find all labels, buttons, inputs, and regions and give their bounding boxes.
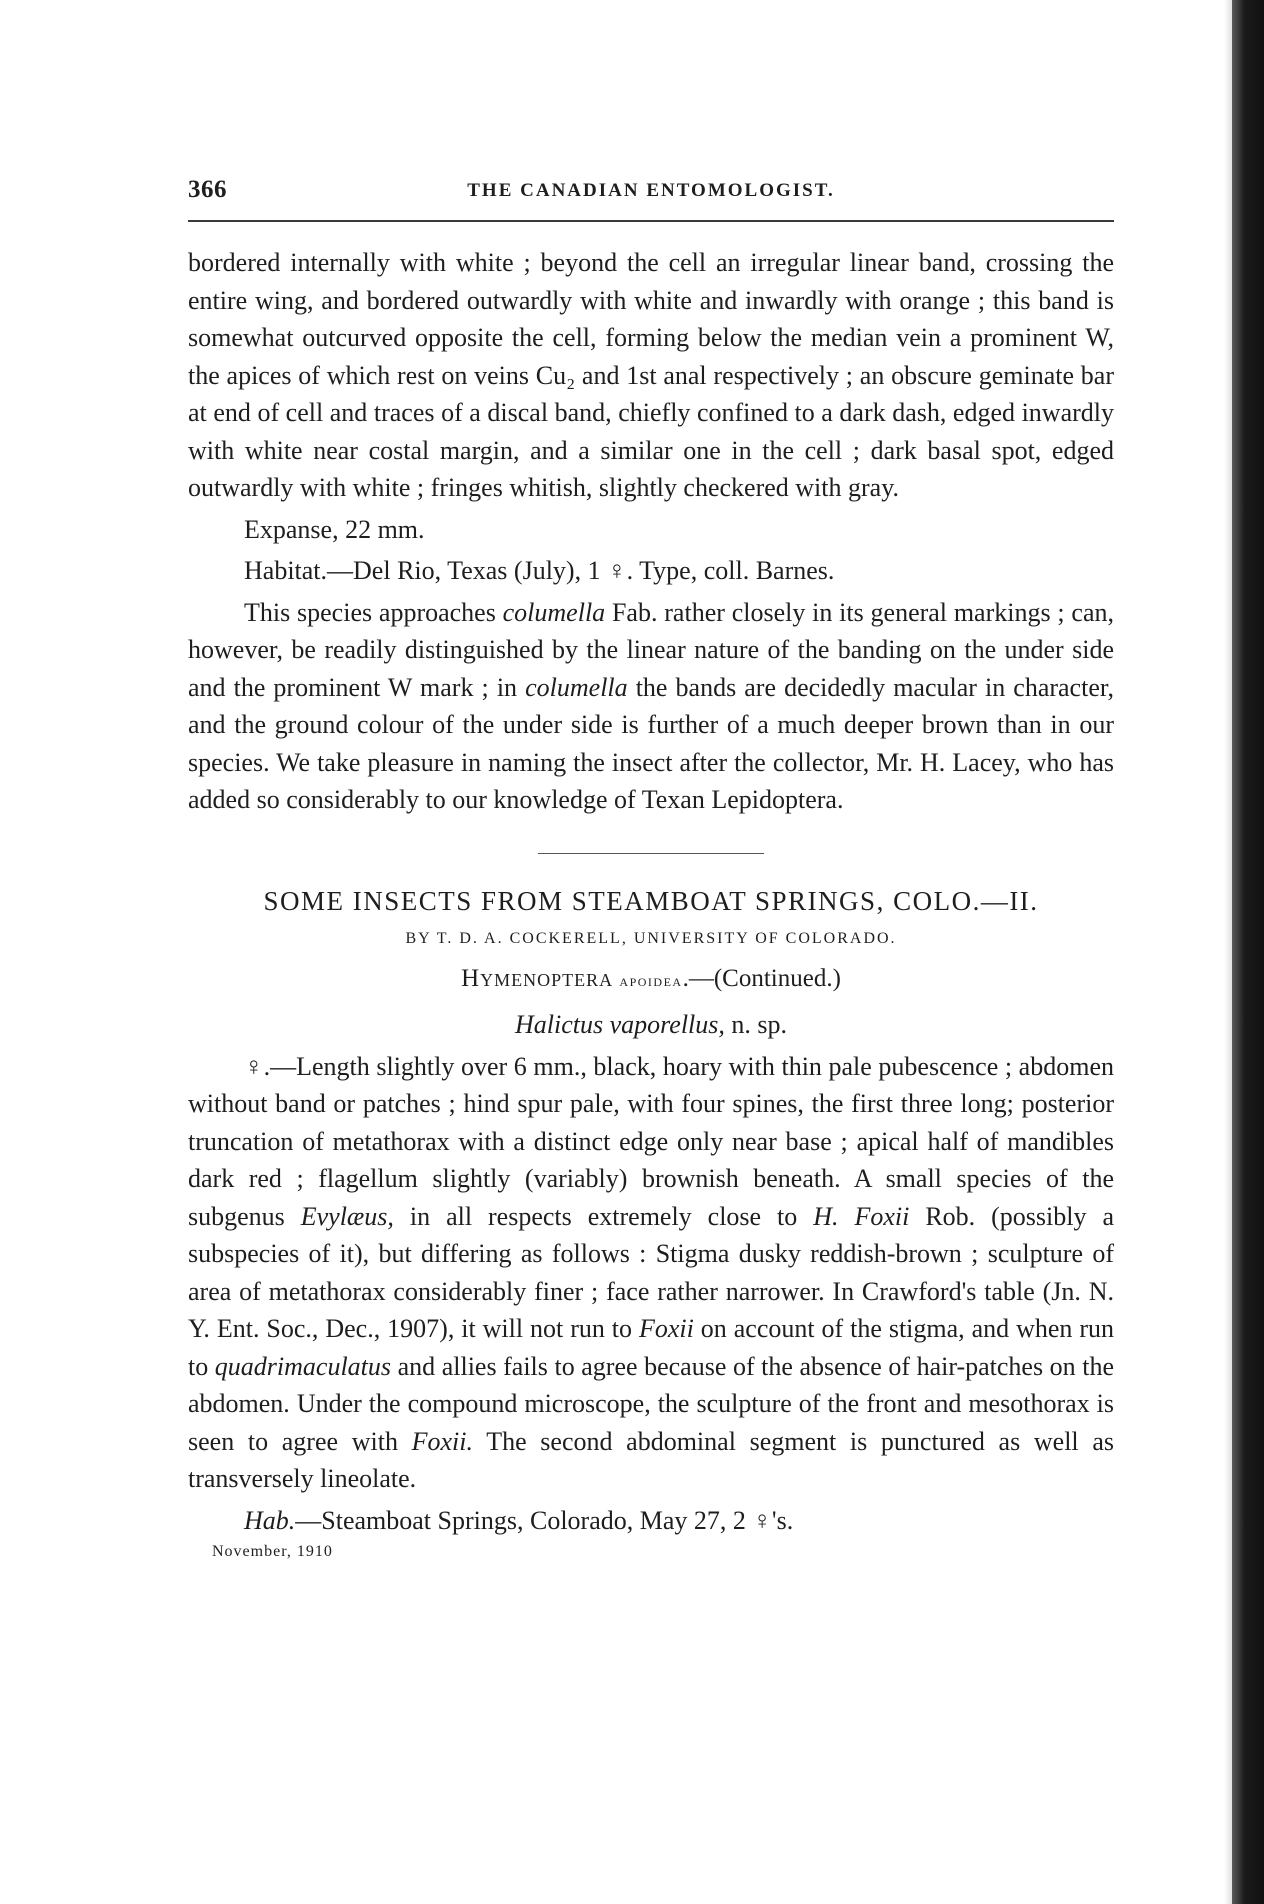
text-run: the bands are decidedly macular in character, and the ground colour of the under side is further of a much deeper brown than in our species. We take pleasure in naming the insect after the collector, Mr. H. Lacey, who has added so considerably to our knowledge of Texan Lepidoptera. — [188, 672, 1114, 814]
text-run: on account of the stigma, and when run to — [188, 1314, 1115, 1381]
species-suffix: n. sp. — [724, 1009, 788, 1039]
italic-taxon: H. Foxii — [813, 1201, 910, 1231]
section-order: Hymenoptera — [461, 964, 614, 992]
species-habitat — [188, 1502, 1114, 1540]
text-run: Rob. (possibly a subspecies of it), but differing as follows : Stigma dusky reddish-brown ; sculpture of area of metathorax considerably finer ; face rather narrower. In Crawford's table (Jn. N. Y. Ent. Soc., Dec., 1907), it will not run to — [188, 1201, 1114, 1343]
text-run: ♀.—Length slightly over 6 mm., black, hoary with thin pale pubescence ; abdomen without band or patches ; hind spur pale, with four spines, the first three long; posterior truncation of metathorax with a distinct edge only near base ; apical half of mandibles dark red ; flagellum slightly (variably) brownish beneath. A small species of the subgenus — [188, 1051, 1114, 1231]
italic-taxon: Foxii. — [411, 1426, 473, 1456]
habitat-line: Habitat.—Del Rio, Texas (July), 1 ♀. Type, coll. Barnes. — [244, 556, 835, 585]
expanse-line: Expanse, 22 mm. — [244, 514, 425, 544]
page-content — [188, 176, 1114, 1563]
continuation-paragraph: bordered internally with white ; beyond the cell an irregular linear band, crossing the entire wing, and bordered outwardly with white and inwardly with orange ; this band is somewhat outcurved opposite the cell, forming below the median vein a prominent W, the apices of which rest on veins Cu₂ and 1st anal respectively ; an obscure geminate bar at end of cell and traces of a discal band, chiefly confined to a dark dash, edged inwardly with white near costal margin, and a similar one in the cell ; dark basal spot, edged outwardly with white ; fringes whitish, slightly checkered with gray. — [188, 248, 1114, 502]
section-heading — [188, 962, 1114, 998]
page-number: 366 — [188, 176, 227, 203]
hab-label: Hab. — [244, 1505, 296, 1535]
header-rule — [188, 220, 1114, 222]
section-continued: .—(Continued.) — [682, 964, 841, 992]
text-run: in all respects extremely close to — [393, 1201, 814, 1231]
text-run: This species approaches — [244, 597, 503, 627]
italic-taxon: quadrimaculatus — [214, 1351, 392, 1381]
page-edge-shadow — [1224, 0, 1232, 1904]
scan-dark-edge — [1232, 0, 1264, 1904]
hab-text: —Steamboat Springs, Colorado, May 27, 2 ♀'s. — [295, 1505, 794, 1535]
journal-title: THE CANADIAN ENTOMOLOGIST. — [467, 180, 835, 201]
running-head — [188, 176, 1114, 220]
section-divider — [538, 853, 764, 854]
text-run: The second abdominal segment is punctured as well as transversely lineolate. — [188, 1426, 1114, 1493]
italic-taxon: Evylæus, — [300, 1201, 394, 1231]
article-title: SOME INSECTS FROM STEAMBOAT SPRINGS, COLO.—II. — [263, 885, 1039, 916]
species-heading — [188, 1008, 1114, 1042]
text-run: and allies fails to agree because of the absence of hair-patches on the abdomen. Under the compound microscope, the sculpture of the front and mesothorax is seen to agree with — [188, 1351, 1114, 1456]
article-byline: BY T. D. A. COCKERELL, UNIVERSITY OF COLORADO. — [405, 929, 897, 947]
italic-taxon: columella — [502, 597, 606, 627]
italic-taxon: columella — [525, 672, 628, 702]
comparison-paragraph — [188, 594, 1114, 819]
section-suborder: apoidea — [619, 970, 683, 990]
species-name: Halictus vaporellus, — [514, 1009, 725, 1039]
text-run: Fab. rather closely in its general markings ; can, however, be readily distinguished by the linear nature of the banding on the under side and the prominent W mark ; in — [188, 597, 1114, 702]
italic-taxon: Foxii — [638, 1314, 694, 1343]
issue-date: November, 1910 — [212, 1543, 333, 1560]
species-description — [188, 1048, 1114, 1498]
